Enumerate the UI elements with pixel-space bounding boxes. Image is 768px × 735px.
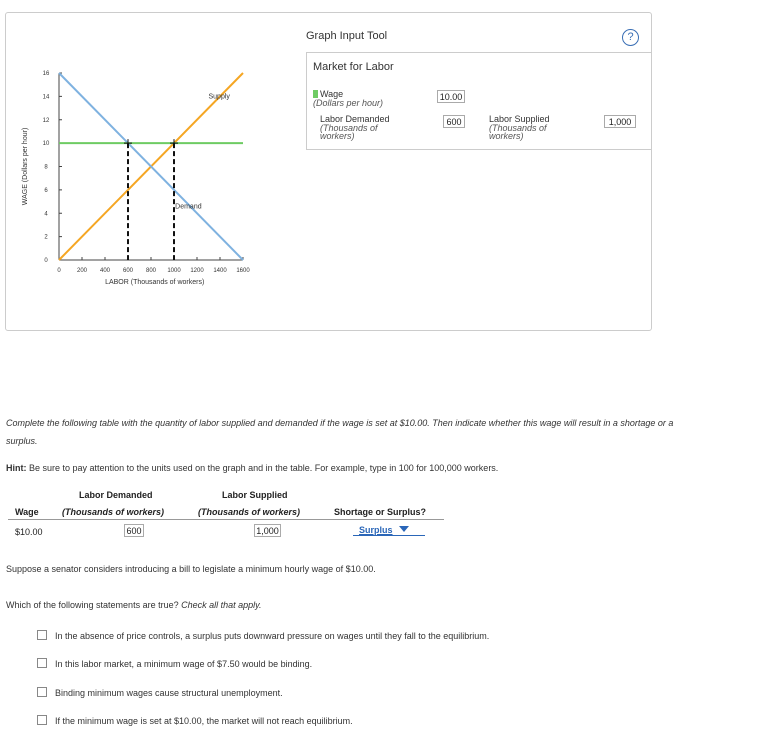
option-4[interactable]: If the minimum wage is set at $10.00, the market will not reach equilibrium. [37,715,353,726]
col-labor-demanded-header: Labor Demanded [79,490,153,500]
labor-demanded-field[interactable]: 600 [443,115,465,128]
checkbox[interactable] [37,658,47,668]
y-tick-label: 2 [44,234,48,241]
x-tick-label: 200 [76,268,88,274]
instruction-text: Complete the following table with the quantity of labor supplied and demanded if the wage is set at $10.00. Then indicate whether this wage will result in a shortage or a surplus. [6,418,674,446]
x-tick-label: 1600 [236,268,250,274]
market-title: Market for Labor [313,61,394,73]
x-tick-label: 1000 [167,268,181,274]
demand-label: Demand [175,203,202,211]
x-tick-label: 0 [57,268,61,274]
table-header-divider [8,519,444,520]
col-labor-supplied-units: (Thousands of workers) [198,507,301,517]
y-tick-label: 4 [44,211,48,218]
labor-supplied-label: Labor Supplied (Thousands of workers) [489,114,550,141]
x-tick-label: 1200 [190,268,204,274]
suppose-text: Suppose a senator considers introducing a bill to legislate a minimum hourly wage of $10.00. [6,564,376,574]
hint-text: Hint: Be sure to pay attention to the units used on the graph and in the table. For example, type in 100 for 100,000 workers. [6,463,499,473]
col-labor-supplied-header: Labor Supplied [222,490,288,500]
y-axis-title: WAGE (Dollars per hour) [22,127,29,206]
checkbox[interactable] [37,630,47,640]
x-tick-label: 1400 [213,268,227,274]
y-tick-label: 16 [42,71,50,77]
labor-demanded-label: Labor Demanded (Thousands of workers) [320,114,390,141]
x-tick-label: 600 [122,268,134,274]
col-shortage-surplus-header: Shortage or Surplus? [334,507,427,517]
wage-label: Wage (Dollars per hour) [313,89,384,108]
labor-market-graph[interactable] [15,60,270,300]
col-labor-demanded-units: (Thousands of workers) [62,507,165,517]
graph-input-tool-title: Graph Input Tool [306,30,388,42]
help-icon[interactable]: ? [622,29,639,46]
y-tick-label: 0 [44,258,48,264]
wage-swatch-icon [313,90,318,98]
x-axis-title: LABOR (Thousands of workers) [105,279,205,286]
option-3[interactable]: Binding minimum wages cause structural unemployment. [37,687,283,698]
shortage-surplus-dropdown[interactable]: Surplus [353,525,425,536]
which-text: Which of the following statements are true? Check all that apply. [6,600,262,610]
row-wage-value: $10.00 [15,527,43,537]
y-tick-label: 12 [42,117,50,124]
labor-supplied-input[interactable]: 1,000 [254,524,281,537]
labor-supplied-field[interactable]: 1,000 [604,115,636,128]
checkbox[interactable] [37,687,47,697]
supply-label: Supply [208,93,230,101]
option-2[interactable]: In this labor market, a minimum wage of $7.50 would be binding. [37,658,312,669]
y-tick-label: 8 [44,164,48,171]
x-tick-label: 800 [145,268,157,274]
option-1[interactable]: In the absence of price controls, a surplus puts downward pressure on wages until they fall to the equilibrium. [37,630,489,641]
checkbox[interactable] [37,715,47,725]
wage-value-field[interactable]: 10.00 [437,90,465,103]
y-tick-label: 6 [44,187,48,194]
col-wage-header: Wage [15,507,39,517]
y-tick-label: 14 [42,94,50,101]
chevron-down-icon [399,526,409,532]
x-tick-label: 400 [99,268,111,274]
labor-demanded-input[interactable]: 600 [124,524,144,537]
y-tick-label: 10 [42,141,50,148]
